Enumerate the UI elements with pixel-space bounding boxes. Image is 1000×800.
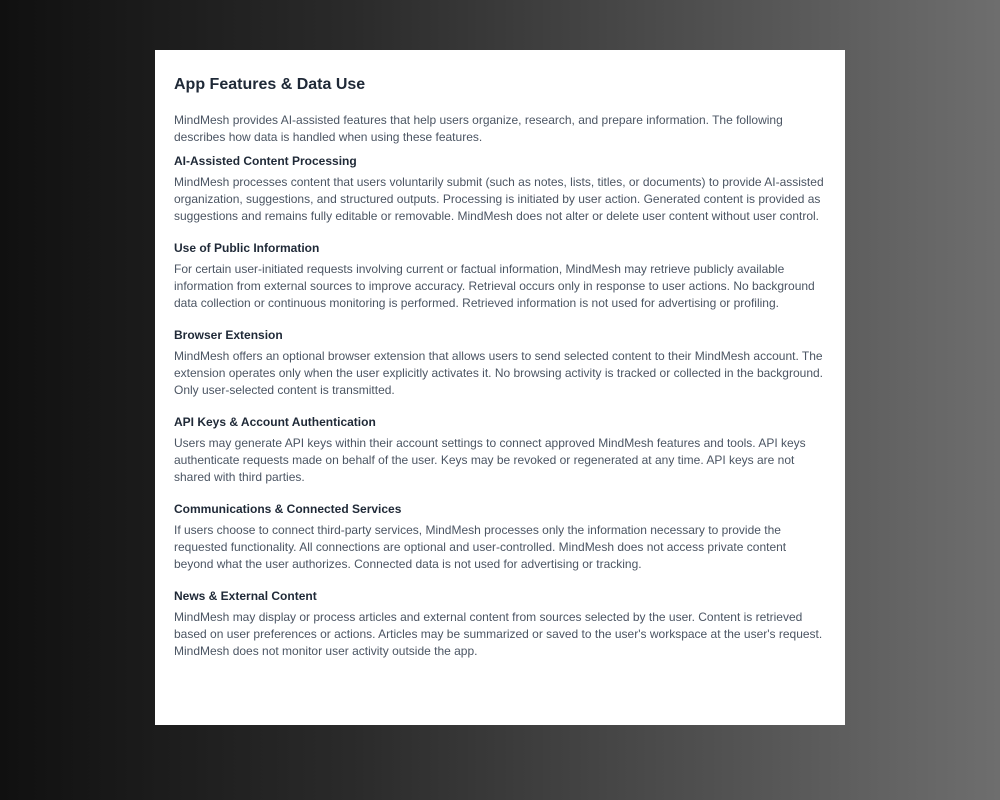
- section-heading: News & External Content: [174, 589, 317, 603]
- section-heading: Communications & Connected Services: [174, 502, 402, 516]
- section-body: For certain user-initiated requests involving current or factual information, MindMesh may retrieve publicly available information from external sources to improve accuracy. Retrieval occurs only in response to user actions. No background data collection or continuous monitoring is performed. Retrieved information is not used for advertising or profiling.: [174, 262, 815, 310]
- section-ai-assisted-content-processing: [174, 153, 826, 225]
- section-heading: API Keys & Account Authentication: [174, 415, 376, 429]
- section-communications-connected-services: [174, 501, 826, 573]
- page-title: App Features & Data Use: [174, 76, 366, 93]
- section-use-of-public-information: [174, 240, 826, 312]
- section-body: MindMesh may display or process articles and external content from sources selected by the user. Content is retrieved based on user preferences or actions. Articles may be summarized or saved to the user's workspace at the user's request. MindMesh does not monitor user activity outside the app.: [174, 610, 823, 658]
- section-heading: Browser Extension: [174, 328, 283, 342]
- section-heading: AI-Assisted Content Processing: [174, 154, 357, 168]
- document-card: [155, 50, 845, 725]
- section-body: MindMesh offers an optional browser extension that allows users to send selected content to their MindMesh account. The extension operates only when the user explicitly activates it. No browsing activity is tracked or collected in the background. Only user-selected content is transmitted.: [174, 349, 823, 397]
- section-news-external-content: [174, 588, 826, 660]
- section-api-keys-account-authentication: [174, 414, 826, 486]
- section-heading: Use of Public Information: [174, 241, 320, 255]
- section-body: MindMesh processes content that users voluntarily submit (such as notes, lists, titles, or documents) to provide AI-assisted organization, suggestions, and structured outputs. Processing is initiated by user action. Generated content is provided as suggestions and remains fully editable or removable. MindMesh does not alter or delete user content without user control.: [174, 175, 824, 223]
- section-body: If users choose to connect third-party services, MindMesh processes only the information necessary to provide the requested functionality. All connections are optional and user-controlled. MindMesh does not access private content beyond what the user authorizes. Connected data is not used for advertising or tracking.: [174, 523, 787, 571]
- intro-paragraph: MindMesh provides AI-assisted features that help users organize, research, and prepare information. The following describes how data is handled when using these features.: [174, 113, 783, 144]
- section-browser-extension: [174, 327, 826, 399]
- section-body: Users may generate API keys within their account settings to connect approved MindMesh features and tools. API keys authenticate requests made on behalf of the user. Keys may be revoked or regenerated at any time. API keys are not shared with third parties.: [174, 436, 806, 484]
